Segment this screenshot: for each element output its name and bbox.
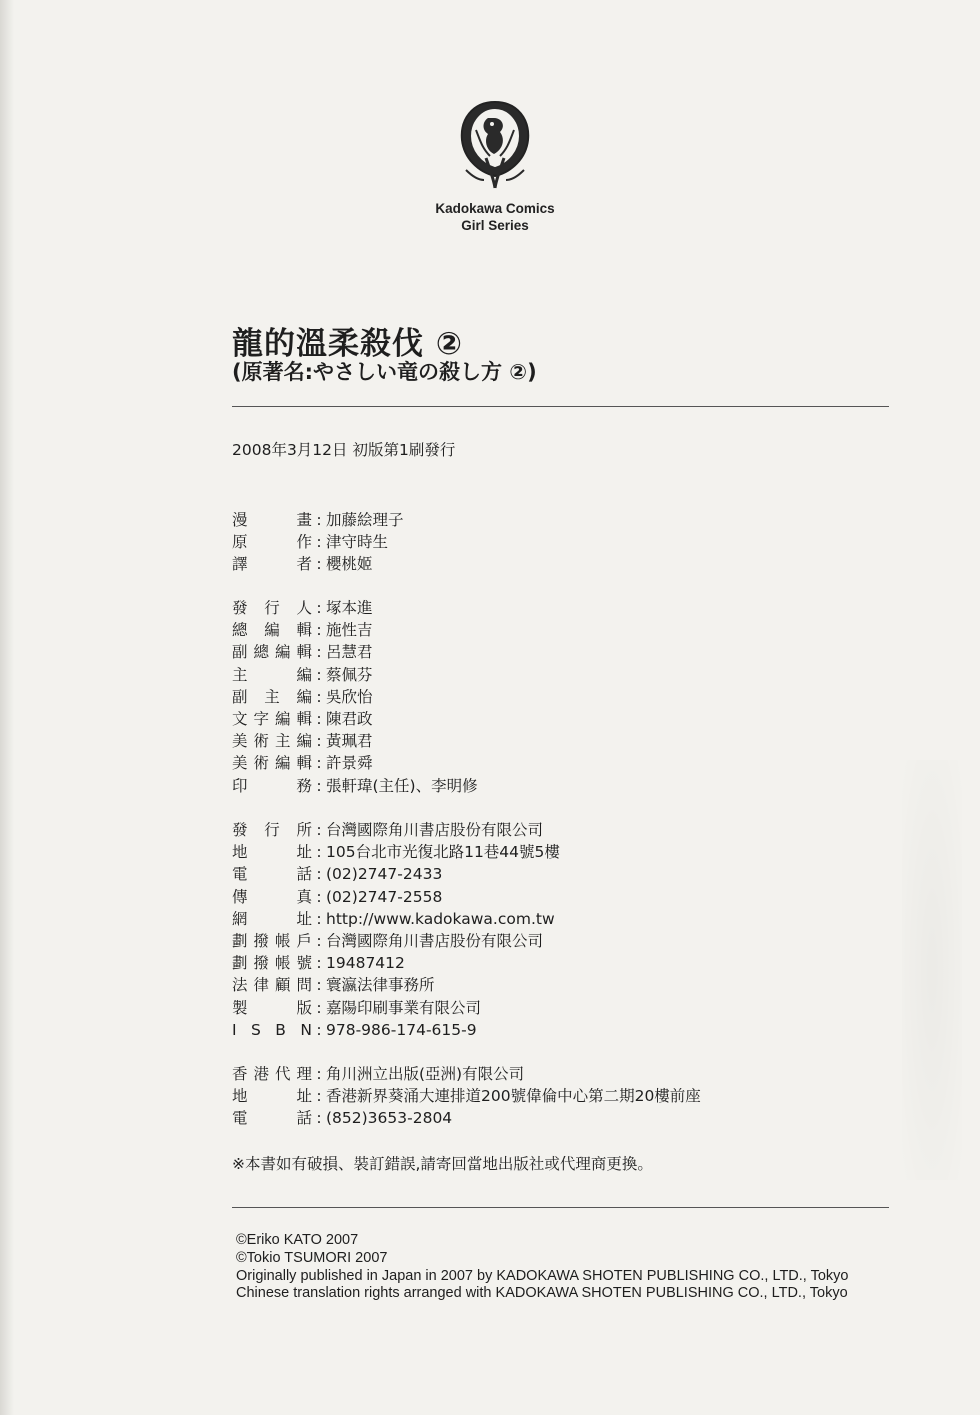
credit-label (232, 863, 312, 885)
imprint-logo (420, 96, 570, 234)
credit-row (232, 819, 560, 841)
credit-colon: : (316, 931, 322, 950)
credit-label-char: 編 (296, 732, 312, 751)
creators-list (232, 509, 404, 576)
credit-label-char: 文 (232, 709, 248, 728)
credit-label-char: 主 (274, 732, 291, 751)
credit-colon: : (316, 1020, 322, 1039)
credit-label (232, 952, 312, 974)
credit-label-char: 代 (274, 1065, 291, 1083)
credit-label-char: 輯 (296, 621, 312, 640)
credit-label-char: 律 (253, 976, 269, 995)
credit-label-char: 譯 (232, 555, 248, 574)
credit-label-char: 主 (264, 687, 280, 706)
staff-list (232, 597, 478, 797)
credit-row (232, 908, 560, 930)
credit-colon: : (316, 1087, 322, 1106)
credit-value: 黃珮君 (326, 732, 373, 751)
credit-label-char: 術 (253, 732, 269, 751)
credit-value: 張軒瑋(主任)、李明修 (326, 776, 478, 795)
imprint-series-line-1: Kadokawa Comics (435, 201, 555, 216)
credit-label-char: 務 (296, 776, 312, 795)
copyright-line: ©Tokio TSUMORI 2007 (236, 1249, 388, 1266)
credit-row (232, 708, 478, 730)
credit-colon: : (316, 511, 322, 529)
credit-label-char: 編 (274, 709, 291, 728)
edition-line: 2008年3月12日 初版第1刷發行 (232, 441, 456, 459)
credit-value: (02)2747-2433 (326, 865, 443, 884)
credit-row (232, 1085, 701, 1107)
credit-value: 陳君政 (326, 709, 373, 728)
credit-label-char: 行 (264, 599, 280, 617)
credit-label-char: 電 (232, 1109, 248, 1128)
credit-label-char: 網 (232, 909, 248, 928)
credit-value: 加藤絵理子 (326, 511, 404, 529)
credit-label-char: 術 (253, 754, 269, 773)
credit-label-char: 問 (296, 976, 312, 995)
credit-label-char: 編 (274, 754, 291, 773)
credit-value: 施性吉 (326, 621, 373, 640)
credit-label-char: 主 (232, 665, 248, 684)
credit-label (232, 841, 312, 863)
credit-value: http://www.kadokawa.com.tw (326, 909, 555, 928)
credit-label-char: 劃 (232, 931, 248, 950)
credit-label-char: 字 (253, 709, 269, 728)
divider-top (232, 406, 889, 407)
credit-colon: : (316, 998, 322, 1017)
credit-colon: : (316, 821, 322, 839)
credit-row (232, 997, 560, 1019)
credit-label-char: 人 (296, 599, 312, 617)
credit-colon: : (316, 533, 322, 552)
credit-row (232, 531, 404, 553)
credit-label-char: S (251, 1020, 261, 1039)
copyright-block (236, 1232, 848, 1303)
publisher-info-list (232, 819, 560, 1041)
credit-colon: : (316, 776, 322, 795)
credit-label-char: 輯 (296, 709, 312, 728)
credit-colon: : (316, 887, 322, 906)
credit-label-char: 編 (296, 665, 312, 684)
credit-row (232, 1019, 560, 1041)
credit-row (232, 641, 478, 663)
credit-label-char: 編 (296, 687, 312, 706)
credit-label (232, 1063, 312, 1085)
credit-label-char: 址 (296, 909, 312, 928)
credit-label (232, 664, 312, 686)
credit-row (232, 597, 478, 619)
credit-label-char: 原 (232, 533, 248, 552)
credit-colon: : (316, 643, 322, 662)
credit-label-char: 話 (296, 865, 312, 884)
credit-label (232, 1019, 312, 1041)
original-title: (原著名:やさしい竜の殺し方 ②) (232, 360, 537, 384)
hk-agent-list (232, 1063, 701, 1130)
credit-colon: : (316, 976, 322, 995)
credit-label (232, 997, 312, 1019)
credit-row (232, 752, 478, 774)
credit-value: 塚本進 (326, 599, 373, 617)
credit-label (232, 619, 312, 641)
credit-colon: : (316, 665, 322, 684)
credit-label (232, 641, 312, 663)
copyright-line: ©Eriko KATO 2007 (236, 1232, 359, 1248)
credit-label-char: 劃 (232, 954, 248, 973)
credit-value: 105台北市光復北路11巷44號5樓 (326, 843, 560, 862)
credit-label-char: 戶 (296, 931, 312, 950)
credit-label-char: 帳 (274, 954, 291, 973)
credit-label (232, 730, 312, 752)
credit-row (232, 841, 560, 863)
credit-colon: : (316, 555, 322, 574)
credit-row (232, 863, 560, 885)
credit-value: 19487412 (326, 954, 405, 973)
credit-value: (852)3653-2804 (326, 1109, 453, 1128)
credit-value: 台灣國際角川書店股份有限公司 (326, 821, 544, 839)
credit-label-char: 話 (296, 1109, 312, 1128)
credit-row (232, 886, 560, 908)
credit-label-char: 址 (296, 843, 312, 862)
credit-label-char: 地 (232, 843, 248, 862)
credit-label (232, 886, 312, 908)
credit-row (232, 730, 478, 752)
credit-row (232, 952, 560, 974)
credit-label-char: 副 (232, 643, 248, 662)
credit-value: 許景舜 (326, 754, 373, 773)
credit-row (232, 775, 478, 797)
credit-label (232, 752, 312, 774)
copyright-line: Originally published in Japan in 2007 by KADOKAWA SHOTEN PUBLISHING CO., LTD., Tokyo (236, 1267, 849, 1284)
credit-label-char: 者 (296, 555, 312, 574)
credit-label-char: 美 (232, 732, 248, 751)
credit-label-char: I (232, 1020, 237, 1039)
credit-label (232, 775, 312, 797)
credit-label-char: 港 (253, 1065, 269, 1083)
credit-label (232, 686, 312, 708)
credit-colon: : (316, 1065, 322, 1083)
book-title: 龍的溫柔殺伐 ② (232, 326, 464, 362)
credit-label-char: 印 (232, 776, 248, 795)
credit-label-char: 編 (274, 643, 291, 662)
credit-label-char: 漫 (232, 511, 248, 529)
credit-label-char: 編 (264, 621, 280, 640)
credit-label-char: 法 (232, 976, 248, 995)
credit-value: 寰瀛法律事務所 (326, 976, 435, 995)
credit-label (232, 597, 312, 619)
credit-colon: : (316, 843, 322, 862)
credit-row (232, 1063, 701, 1085)
credit-row (232, 686, 478, 708)
credit-colon: : (316, 754, 322, 773)
phoenix-emblem-icon (452, 96, 538, 194)
credit-label-char: 地 (232, 1087, 248, 1106)
credit-colon: : (316, 909, 322, 928)
damage-notice: ※本書如有破損、裝訂錯誤,請寄回當地出版社或代理商更換。 (232, 1155, 653, 1173)
credit-label-char: 版 (296, 998, 312, 1017)
credit-value: 978-986-174-615-9 (326, 1020, 477, 1039)
credit-label-char: 發 (232, 821, 248, 839)
credit-label (232, 908, 312, 930)
credit-value: 台灣國際角川書店股份有限公司 (326, 931, 544, 950)
divider-bottom (232, 1207, 889, 1208)
credit-row (232, 974, 560, 996)
credit-label-char: N (300, 1020, 312, 1039)
credit-label-char: 撥 (253, 954, 269, 973)
credit-label-char: 美 (232, 754, 248, 773)
paper-smudge (902, 760, 962, 1180)
credit-row (232, 553, 404, 575)
credit-value: 吳欣怡 (326, 687, 373, 706)
credit-label (232, 509, 312, 531)
credit-value: 櫻桃姬 (326, 555, 373, 574)
credit-row (232, 664, 478, 686)
credit-label (232, 1085, 312, 1107)
credit-row (232, 619, 478, 641)
credit-label-char: 輯 (296, 754, 312, 773)
credit-label-char: 傳 (232, 887, 248, 906)
credit-label (232, 553, 312, 575)
credit-label (232, 708, 312, 730)
credit-colon: : (316, 732, 322, 751)
credit-colon: : (316, 621, 322, 640)
credit-value: 嘉陽印刷事業有限公司 (326, 998, 482, 1017)
credit-label-char: 副 (232, 687, 248, 706)
page-edge (0, 0, 14, 1415)
credit-label (232, 531, 312, 553)
credit-value: 蔡佩芬 (326, 665, 373, 684)
credit-row (232, 509, 404, 531)
copyright-line: Chinese translation rights arranged with KADOKAWA SHOTEN PUBLISHING CO., LTD., Tokyo (236, 1285, 848, 1302)
credit-label-char: 總 (253, 643, 269, 662)
credit-label-char: 真 (296, 887, 312, 906)
credit-colon: : (316, 865, 322, 884)
credit-value: 角川洲立出版(亞洲)有限公司 (326, 1065, 525, 1083)
credit-label-char: 香 (232, 1065, 248, 1083)
credit-label-char: 所 (296, 821, 312, 839)
credit-label-char: 電 (232, 865, 248, 884)
credit-label-char: 帳 (274, 931, 291, 950)
credit-colon: : (316, 687, 322, 706)
credit-label-char: 行 (264, 821, 280, 839)
credit-label-char: 理 (296, 1065, 312, 1083)
credit-label (232, 1107, 312, 1129)
credit-label-char: 總 (232, 621, 248, 640)
credit-label-char: B (275, 1020, 286, 1039)
credit-row (232, 1107, 701, 1129)
credit-label (232, 974, 312, 996)
credit-label-char: 撥 (253, 931, 269, 950)
credit-value: 津守時生 (326, 533, 389, 552)
credit-label-char: 畫 (296, 511, 312, 529)
credit-value: (02)2747-2558 (326, 887, 443, 906)
credit-label (232, 930, 312, 952)
credit-colon: : (316, 1109, 322, 1128)
credit-value: 香港新界葵涌大連排道200號偉倫中心第二期20樓前座 (326, 1087, 701, 1106)
imprint-series-line-2: Girl Series (461, 218, 529, 233)
credit-label-char: 址 (296, 1087, 312, 1106)
credit-value: 呂慧君 (326, 643, 373, 662)
credit-label-char: 製 (232, 998, 248, 1017)
credit-label-char: 號 (296, 954, 312, 973)
credit-colon: : (316, 709, 322, 728)
credit-label (232, 819, 312, 841)
credit-label-char: 輯 (296, 643, 312, 662)
credit-label-char: 作 (296, 533, 312, 552)
credit-label-char: 發 (232, 599, 248, 617)
credit-row (232, 930, 560, 952)
credit-label-char: 顧 (274, 976, 291, 995)
credit-colon: : (316, 599, 322, 617)
credit-colon: : (316, 954, 322, 973)
